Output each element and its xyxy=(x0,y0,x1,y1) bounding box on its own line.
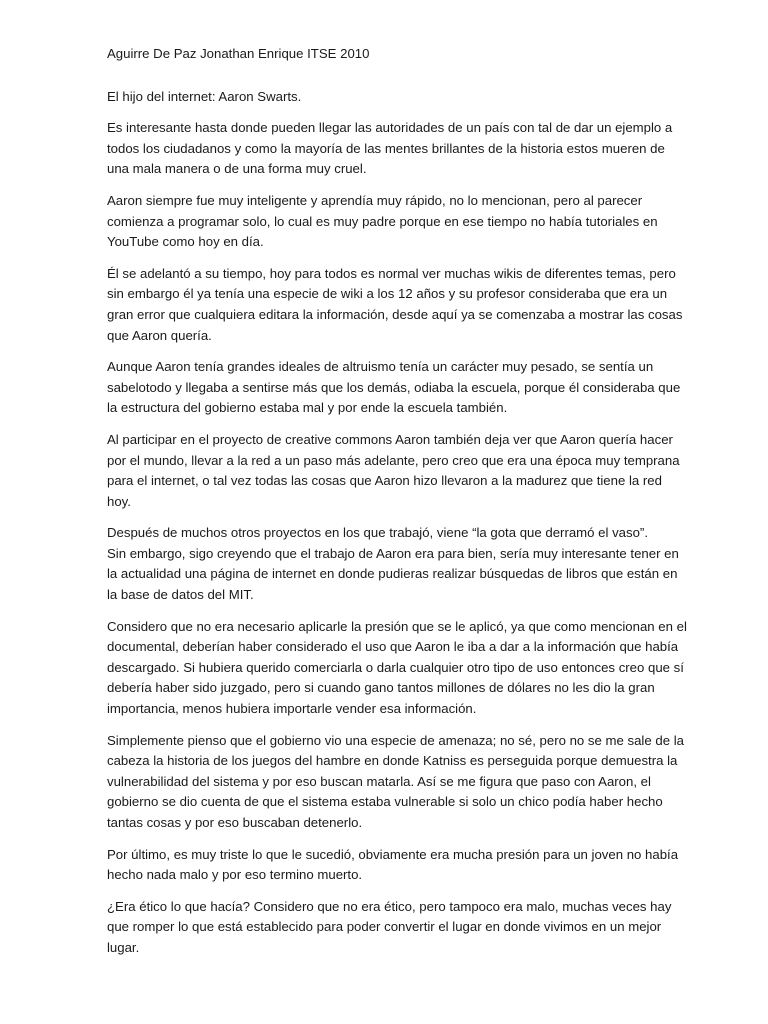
document-title: El hijo del internet: Aaron Swarts. xyxy=(107,88,302,104)
paragraph-line: por el mundo, llevar a la red a un paso más adelante, pero creo que era una época muy temprana xyxy=(107,452,680,468)
paragraph xyxy=(107,118,673,180)
paragraph xyxy=(107,617,687,720)
paragraph-line: que Aaron quería. xyxy=(107,327,212,343)
paragraph-line: lugar. xyxy=(107,939,140,955)
paragraph-line: gran error que cualquiera editara la información, desde aquí ya se comenzaba a mostrar las cosas xyxy=(107,306,683,322)
paragraph-line: Aaron siempre fue muy inteligente y aprendía muy rápido, no lo mencionan, pero al parecer xyxy=(107,192,643,208)
paragraph-line: Es interesante hasta donde pueden llegar las autoridades de un país con tal de dar un ejemplo a xyxy=(107,120,673,136)
paragraph xyxy=(107,430,680,512)
paragraph-line: todos los ciudadanos y como la mayoría de las mentes brillantes de la historia estos mueren de xyxy=(107,140,665,156)
paragraph-line: Sin embargo, sigo creyendo que el trabajo de Aaron era para bien, sería muy interesante tener en xyxy=(107,545,679,561)
paragraph-line: comienza a programar solo, lo cual es muy padre porque en ese tiempo no había tutoriales en xyxy=(107,213,658,229)
paragraph-line: hecho nada malo y por eso termino muerto. xyxy=(107,867,363,883)
paragraph-line: Por último, es muy triste lo que le sucedió, obviamente era mucha presión para un joven no había xyxy=(107,846,679,862)
paragraph-line: que romper lo que está establecido para poder convertir el lugar en donde vivimos en un mejor xyxy=(107,919,662,935)
paragraph-line: documental, deberían haber considerado el uso que Aaron le iba a dar a la información que había xyxy=(107,639,679,655)
paragraph-line: cabeza la historia de los juegos del hambre en donde Katniss es perseguida porque demuestra la xyxy=(107,753,678,769)
paragraph-line: Aunque Aaron tenía grandes ideales de altruismo tenía un carácter muy pesado, se sentía un xyxy=(107,359,654,375)
paragraph-line: una mala manera o de una forma muy cruel. xyxy=(107,161,367,177)
paragraph-line: la estructura del gobierno estaba mal y por ende la escuela también. xyxy=(107,400,508,416)
paragraph-line: tantas cosas y por eso buscaban detenerlo. xyxy=(107,815,363,830)
paragraph-line: debería haber sido juzgado, pero si cuando gano tantos millones de dólares no les dio la gran xyxy=(107,680,655,696)
paragraph-line: gobierno se dio cuenta de que el sistema estaba vulnerable si solo un chico podía haber hecho xyxy=(107,794,663,810)
paragraph xyxy=(107,357,681,419)
paragraph-line: la base de datos del MIT. xyxy=(107,587,254,603)
paragraph-line: descargado. Si hubiera querido comerciarla o darla cualquier otro tipo de uso entonces creo que sí xyxy=(107,659,684,675)
paragraph-line: sin embargo él ya tenía una especie de wiki a los 12 años y su profesor consideraba que era un xyxy=(107,286,668,302)
paragraph-line: Después de muchos otros proyectos en los que trabajó, viene “la gota que derramó el vaso”. xyxy=(107,525,648,541)
document-page xyxy=(107,44,687,970)
paragraph-line: YouTube como hoy en día. xyxy=(107,234,264,250)
paragraph xyxy=(107,731,684,834)
paragraph-line: importancia, menos hubiera importarle vender esa información. xyxy=(107,701,477,717)
paragraph-line: hoy. xyxy=(107,493,131,509)
paragraph-line: la actualidad una página de internet en donde pudieras realizar búsquedas de libros que están en xyxy=(107,566,678,582)
document-body xyxy=(107,118,687,958)
author-header: Aguirre De Paz Jonathan Enrique ITSE 2010 xyxy=(107,46,370,61)
paragraph xyxy=(107,264,683,346)
paragraph xyxy=(107,191,667,253)
paragraph-line: para el internet, o tal vez todas las cosas que Aaron hizo llevaron a la madurez que tiene la red xyxy=(107,473,662,489)
paragraph-line: Considero que no era necesario aplicarle la presión que se le aplicó, ya que como mencionan en el xyxy=(107,618,687,634)
paragraph xyxy=(107,897,672,959)
paragraph-line: ¿Era ético lo que hacía? Considero que no era ético, pero tampoco era malo, muchas veces hay xyxy=(107,898,672,914)
paragraph-line: vulnerabilidad del sistema y por eso buscan matarla. Así se me figura que paso con Aaron, el xyxy=(107,773,651,789)
paragraph xyxy=(107,845,679,886)
paragraph-line: Al participar en el proyecto de creative commons Aaron también deja ver que Aaron quería hacer xyxy=(107,431,673,447)
paragraph-line: Simplemente pienso que el gobierno vio una especie de amenaza; no sé, pero no se me sale de la xyxy=(107,732,684,748)
paragraph-line: sabelotodo y llegaba a sentirse más que los demás, odiaba la escuela, porque él consideraba que xyxy=(107,379,681,395)
paragraph-line: Él se adelantó a su tiempo, hoy para todos es normal ver muchas wikis de diferentes temas, pero xyxy=(107,265,676,281)
paragraph xyxy=(107,523,679,605)
